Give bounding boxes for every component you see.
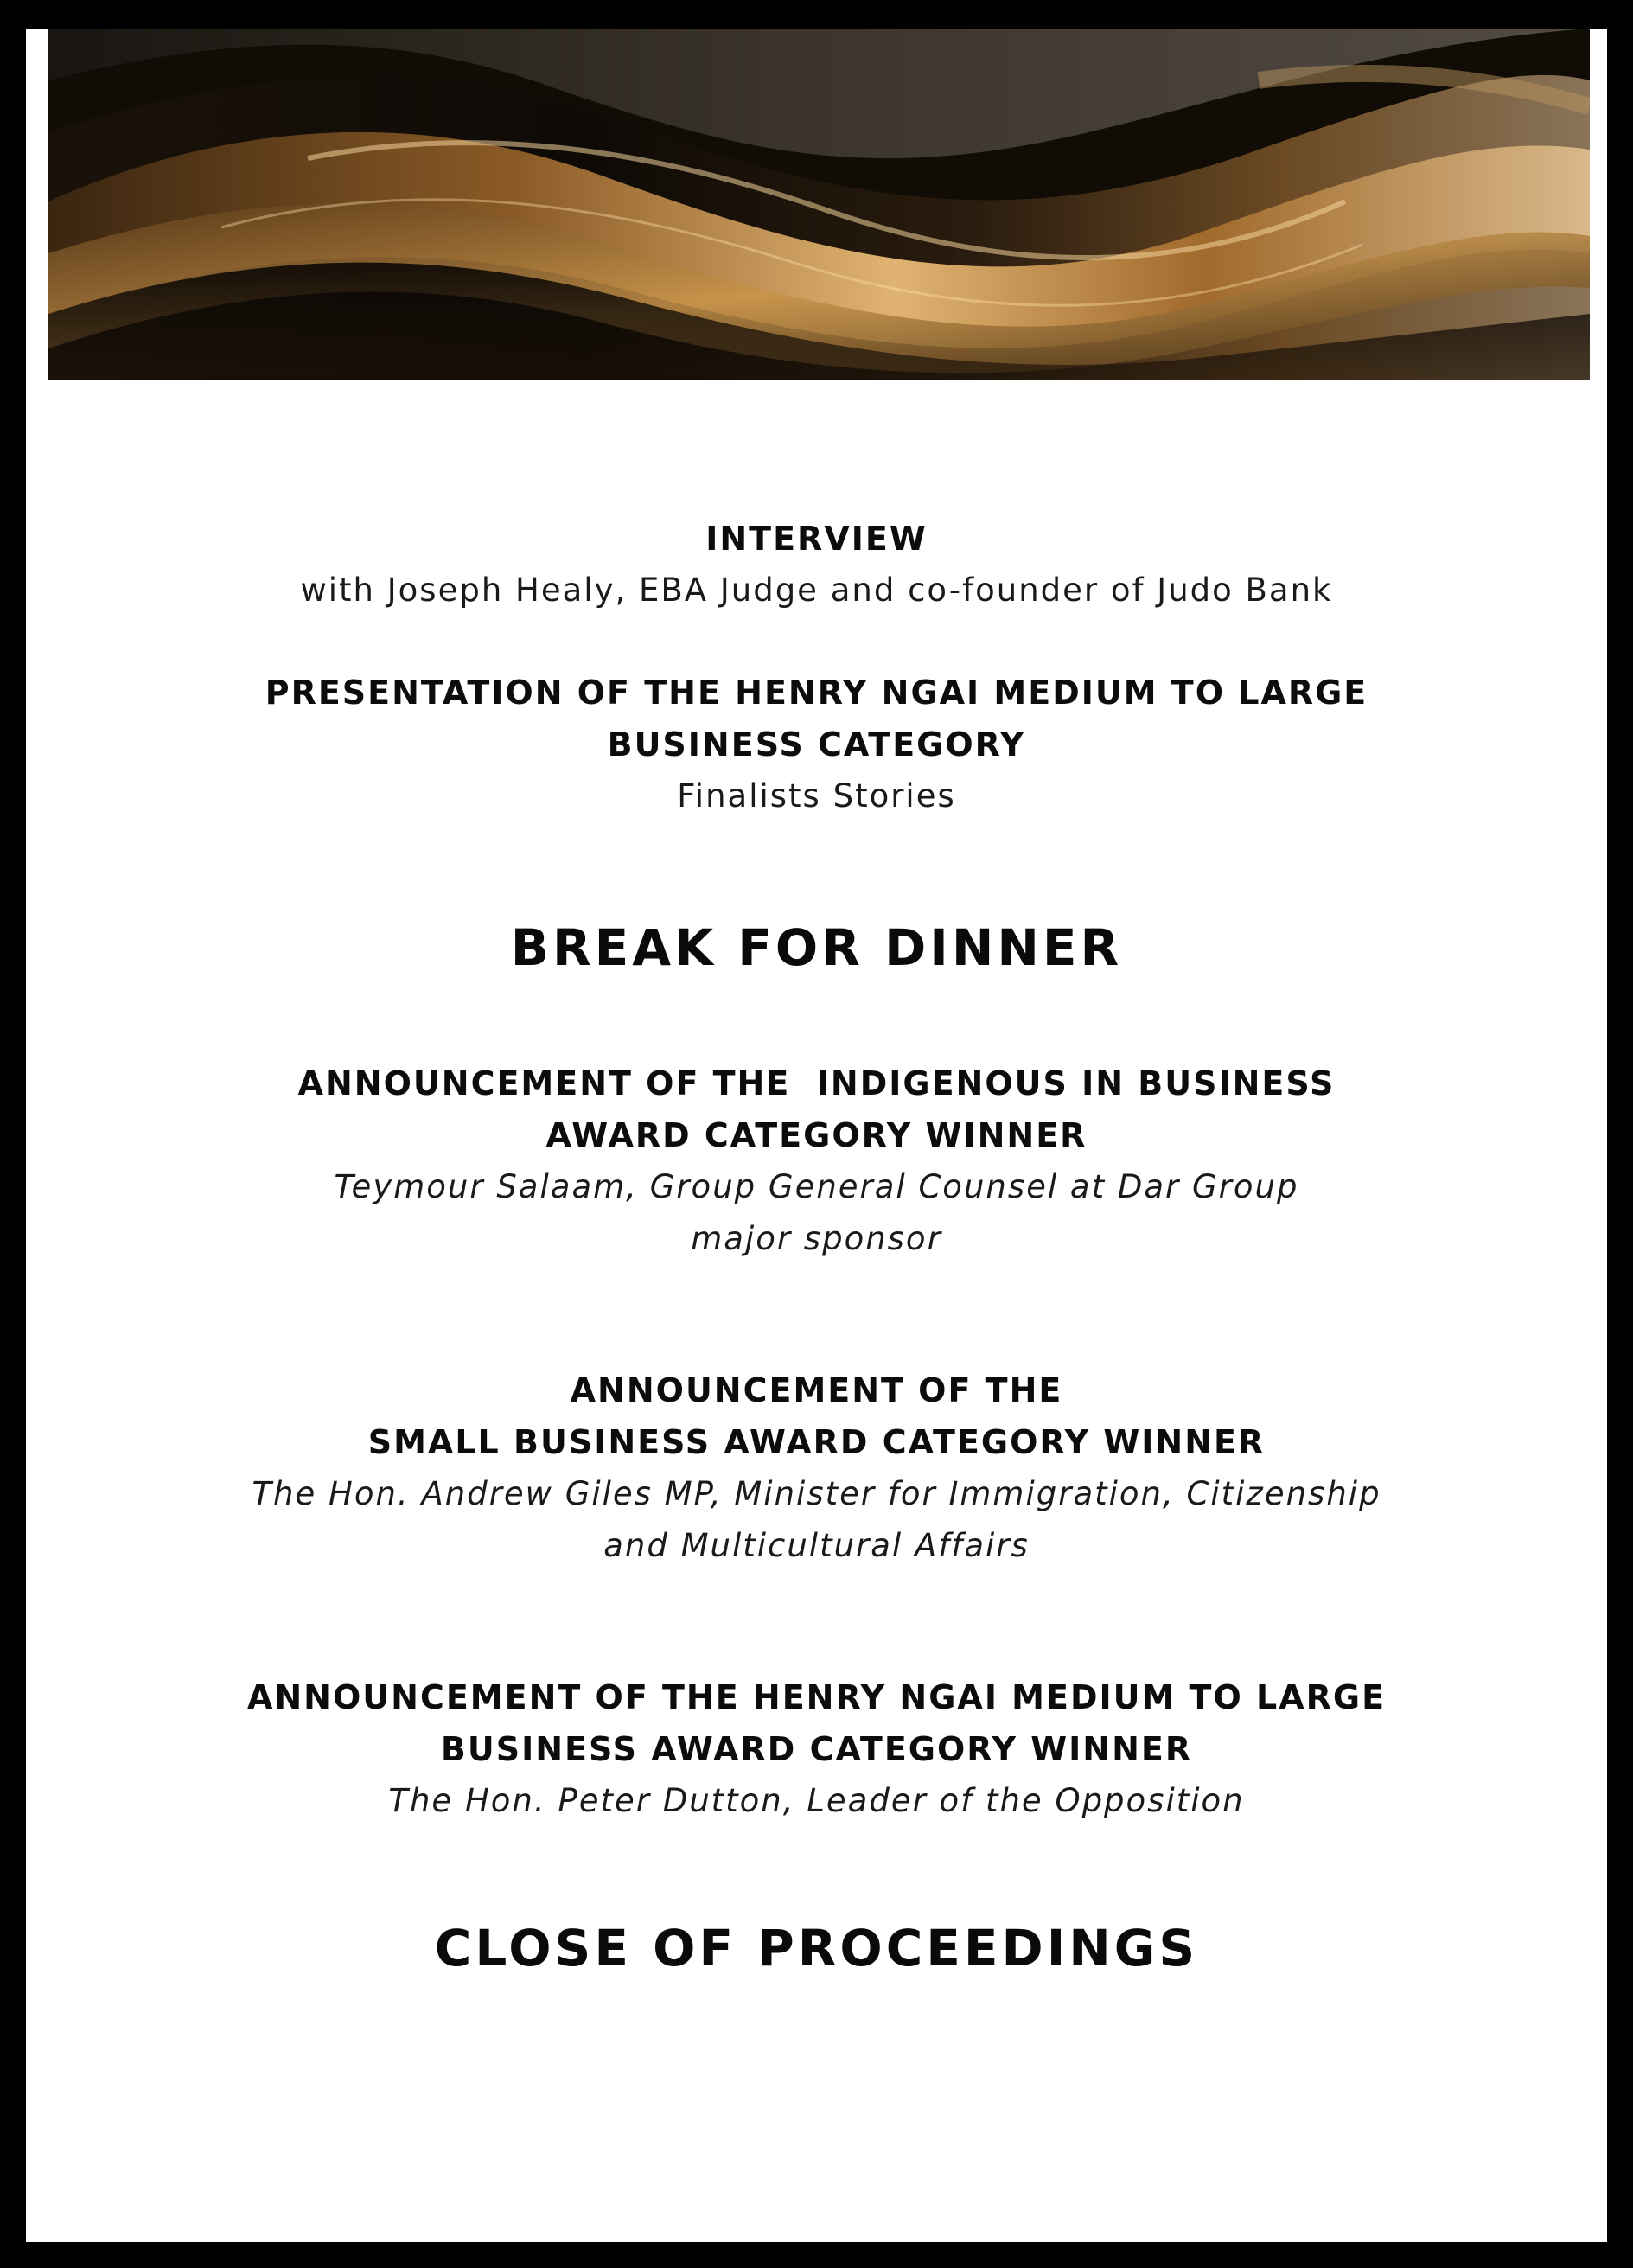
agenda-content (26, 513, 1607, 1978)
medium-large-heading-line2: BUSINESS AWARD CATEGORY WINNER (440, 1730, 1193, 1768)
small-business-section (169, 1364, 1465, 1572)
gold-silk-wave-image (48, 29, 1590, 380)
presentation-detail: Finalists Stories (677, 777, 956, 815)
presentation-heading-line1: PRESENTATION OF THE HENRY NGAI MEDIUM TO LARGE (265, 674, 1368, 712)
agenda-page (26, 29, 1607, 2242)
small-business-detail-line2: and Multicultural Affairs (603, 1527, 1030, 1564)
banner-graphic (48, 29, 1590, 380)
small-business-heading-line1: ANNOUNCEMENT OF THE (570, 1371, 1063, 1409)
small-business-detail-line1: The Hon. Andrew Giles MP, Minister for Immigration, Citizenship (252, 1475, 1381, 1512)
indigenous-heading-line1: ANNOUNCEMENT OF THE INDIGENOUS IN BUSINESS (297, 1064, 1336, 1102)
interview-detail: with Joseph Healy, EBA Judge and co-founder of Judo Bank (300, 572, 1333, 609)
close-heading: CLOSE OF PROCEEDINGS (434, 1919, 1199, 1977)
interview-heading: INTERVIEW (705, 520, 928, 558)
break-heading: BREAK FOR DINNER (510, 918, 1123, 977)
indigenous-section (169, 1057, 1465, 1265)
medium-large-detail: The Hon. Peter Dutton, Leader of the Opposition (388, 1782, 1245, 1819)
indigenous-detail-line1: Teymour Salaam, Group General Counsel at Dar Group (334, 1168, 1299, 1205)
medium-large-heading-line1: ANNOUNCEMENT OF THE HENRY NGAI MEDIUM TO LARGE (246, 1678, 1387, 1716)
presentation-heading-line2: BUSINESS CATEGORY (607, 725, 1026, 763)
close-section (169, 1918, 1465, 1978)
interview-section (169, 513, 1465, 617)
presentation-section (169, 667, 1465, 822)
indigenous-heading-line2: AWARD CATEGORY WINNER (545, 1116, 1088, 1154)
break-section (169, 917, 1465, 978)
small-business-heading-line2: SMALL BUSINESS AWARD CATEGORY WINNER (367, 1423, 1266, 1461)
indigenous-detail-line2: major sponsor (691, 1220, 942, 1257)
medium-large-section (169, 1671, 1465, 1827)
